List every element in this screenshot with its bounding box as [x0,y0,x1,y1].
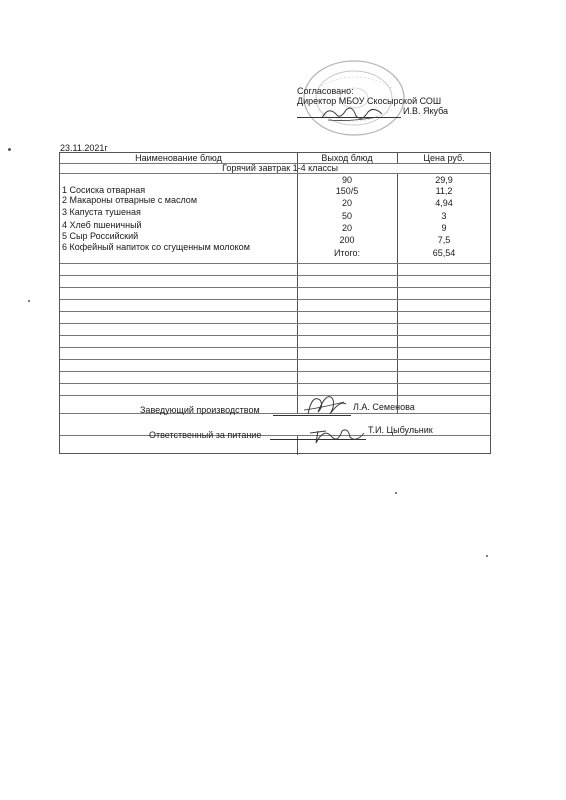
approval-label: Согласовано: [297,86,354,96]
row-2-name: 2 Макароны отварные с маслом [62,195,198,205]
total-label: Итого: [333,248,361,258]
row-5-name: 5 Сыр Российский [62,231,139,241]
row-4-name: 4 Хлеб пшеничный [62,220,142,230]
header-price: Цена руб. [423,153,465,163]
row-3-yield: 20 [341,198,352,208]
row-1-yield: 90 [341,175,352,185]
responsible-label: Ответственный за питание [149,430,262,440]
manager-label: Заведующий производством [140,405,260,415]
row-1-name: 1 Сосиска отварная [62,185,146,195]
row-3-price: 4,94 [435,198,453,208]
row-2-yield: 150/5 [335,186,359,196]
director-signature-icon [318,102,388,124]
row-4-yield: 50 [341,211,352,221]
scan-dot [486,555,488,557]
table-col-divider [397,173,398,413]
total-value: 65,54 [432,248,456,258]
header-dish-name: Наименование блюд [135,153,222,163]
row-1-price: 29,9 [435,175,453,185]
row-5-price: 9 [441,223,447,233]
table-col-divider [297,435,298,455]
menu-table [59,152,491,454]
manager-name: Л.А. Семенова [353,402,415,412]
header-yield: Выход блюд [321,153,373,163]
row-6-price: 7,5 [437,235,451,245]
responsible-signature-icon [306,423,368,445]
row-3-name: 3 Капуста тушеная [62,207,141,217]
scan-dot [395,492,397,494]
row-6-name: 6 Кофейный напиток со сгущенным молоком [62,242,250,252]
document-date: 23.11.2021г [60,143,108,153]
approval-name: И.В. Якуба [403,106,449,116]
row-2-price: 11,2 [435,186,453,196]
scan-dot [28,300,30,302]
row-5-yield: 20 [341,223,352,233]
responsible-name: Т.И. Цыбульник [368,425,433,435]
manager-signature-icon [300,390,352,420]
section-title: Горячий завтрак 1-4 классы [222,163,338,173]
row-6-yield: 200 [339,235,355,245]
row-4-price: 3 [441,211,447,221]
approval-position: Директор МБОУ Скосырской СОШ [297,96,442,106]
scan-dot [8,148,11,151]
